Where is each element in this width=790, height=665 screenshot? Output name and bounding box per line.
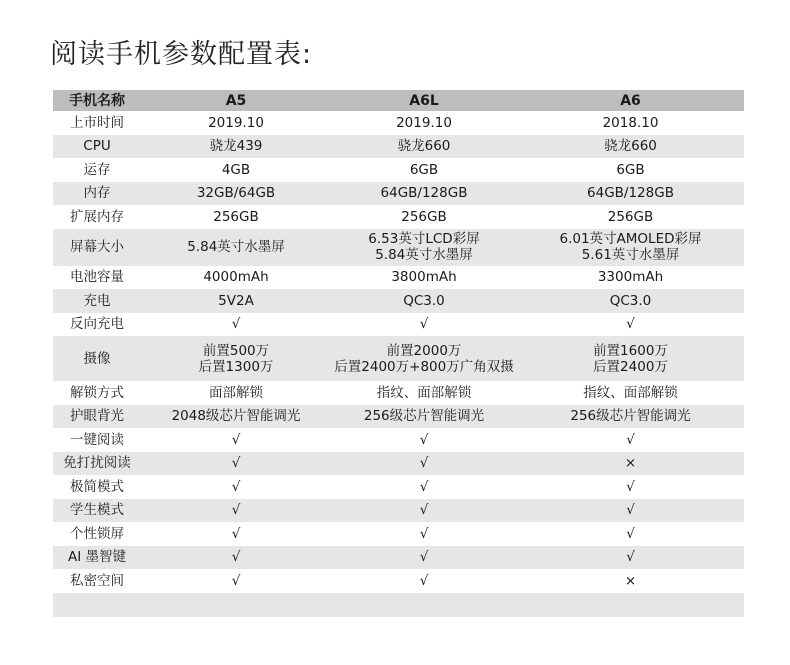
row-label: 解锁方式 bbox=[70, 384, 124, 401]
table-row bbox=[53, 313, 744, 337]
cell-a6l: √ bbox=[419, 502, 429, 519]
cell-a6: √ bbox=[626, 525, 635, 542]
row-label: 电池容量 bbox=[70, 269, 124, 286]
cell-a6l: √ bbox=[419, 549, 429, 566]
cell-a6l: 64GB/128GB bbox=[380, 185, 468, 202]
row-label: 扩展内存 bbox=[70, 208, 124, 225]
cell-a6: √ bbox=[626, 549, 635, 566]
row-label: 私密空间 bbox=[70, 572, 124, 589]
row-label: 极简模式 bbox=[70, 478, 124, 495]
table-footer-row bbox=[53, 593, 744, 617]
table-row bbox=[53, 405, 744, 429]
cell-a6: QC3.0 bbox=[609, 292, 652, 309]
cell-line: 前置500万 bbox=[202, 342, 270, 359]
cell-a6l: 3800mAh bbox=[391, 269, 457, 286]
cell-a5: √ bbox=[231, 316, 241, 333]
cell-a5: 5V2A bbox=[218, 292, 254, 309]
cell-a5 bbox=[141, 336, 331, 381]
cell-a6l: 256级芯片智能调光 bbox=[363, 408, 485, 425]
cell-a6l: √ bbox=[419, 316, 429, 333]
row-label: 充电 bbox=[83, 292, 111, 309]
cell-a6: √ bbox=[626, 431, 635, 448]
cell-a5: √ bbox=[231, 549, 241, 566]
cell-line: 5.84英寸水墨屏 bbox=[375, 247, 473, 263]
row-label: 运存 bbox=[83, 161, 111, 178]
table-row bbox=[53, 428, 744, 452]
row-label: 护眼背光 bbox=[70, 408, 124, 425]
cell-a5: 2019.10 bbox=[208, 114, 264, 131]
table-row bbox=[53, 135, 744, 159]
table-row bbox=[53, 569, 744, 593]
cell-a5: 面部解锁 bbox=[209, 384, 263, 401]
cell-a6l bbox=[331, 336, 517, 381]
row-label: 免打扰阅读 bbox=[63, 455, 131, 472]
cell-a6: 256级芯片智能调光 bbox=[570, 408, 691, 425]
cell-a6l: 6GB bbox=[409, 161, 439, 178]
cell-a6l: 256GB bbox=[401, 208, 447, 225]
cell-a5: √ bbox=[231, 455, 241, 472]
table-row bbox=[53, 475, 744, 499]
cell-a6 bbox=[517, 229, 744, 266]
cell-a6l: QC3.0 bbox=[403, 292, 445, 309]
cell-a6: 指纹、面部解锁 bbox=[583, 384, 678, 401]
row-label: 屏幕大小 bbox=[70, 239, 124, 255]
cell-line: 前置2000万 bbox=[386, 342, 462, 359]
table-row bbox=[53, 266, 744, 290]
header-phone-name: 手机名称 bbox=[69, 92, 125, 109]
table-row bbox=[53, 158, 744, 182]
table-header-row bbox=[53, 90, 744, 111]
cell-a6: × bbox=[624, 572, 637, 589]
cell-a6: √ bbox=[626, 316, 635, 333]
cell-a5: 32GB/64GB bbox=[196, 185, 276, 202]
cell-a6: 2018.10 bbox=[602, 114, 659, 131]
table-row bbox=[53, 381, 744, 405]
cell-line: 前置1600万 bbox=[593, 342, 668, 359]
cell-a6: 3300mAh bbox=[597, 269, 664, 286]
cell-a6: 骁龙660 bbox=[604, 138, 657, 155]
cell-a5: 256GB bbox=[213, 208, 259, 225]
table-row bbox=[53, 229, 744, 266]
cell-a5: 4GB bbox=[221, 161, 251, 178]
cell-a6l: √ bbox=[419, 525, 429, 542]
cell-a6: × bbox=[624, 455, 637, 472]
cell-a5: √ bbox=[231, 478, 241, 495]
table-row bbox=[53, 182, 744, 206]
header-a6: A6 bbox=[620, 92, 641, 109]
table-row bbox=[53, 205, 744, 229]
row-label: 内存 bbox=[83, 185, 111, 202]
cell-a6l: √ bbox=[419, 455, 429, 472]
spec-table bbox=[53, 90, 744, 617]
cell-a5: 5.84英寸水墨屏 bbox=[187, 239, 285, 255]
cell-a5: √ bbox=[231, 431, 241, 448]
row-label: 上市时间 bbox=[70, 114, 124, 131]
row-label: 摄像 bbox=[83, 350, 111, 367]
cell-a6: √ bbox=[626, 502, 635, 519]
footer-band bbox=[53, 593, 744, 617]
table-row bbox=[53, 336, 744, 381]
page-title: 阅读手机参数配置表: bbox=[50, 39, 313, 70]
cell-line: 6.01英寸AMOLED彩屏 bbox=[559, 231, 702, 247]
table-row bbox=[53, 289, 744, 313]
cell-a6: 6GB bbox=[616, 161, 645, 178]
table-row bbox=[53, 111, 744, 135]
cell-a5: 骁龙439 bbox=[209, 138, 263, 155]
cell-a6 bbox=[517, 336, 744, 381]
cell-a6: 256GB bbox=[607, 208, 654, 225]
row-label: CPU bbox=[83, 138, 111, 155]
cell-a6l: √ bbox=[419, 431, 429, 448]
cell-a6: 64GB/128GB bbox=[587, 185, 674, 202]
cell-a6l bbox=[331, 229, 517, 266]
table-row bbox=[53, 452, 744, 476]
cell-line: 5.61英寸水墨屏 bbox=[581, 247, 680, 263]
cell-line: 后置2400万 bbox=[593, 358, 668, 375]
cell-a6l: 骁龙660 bbox=[397, 138, 451, 155]
row-label: 一键阅读 bbox=[70, 431, 124, 448]
cell-a6l: 2019.10 bbox=[396, 114, 452, 131]
cell-line: 6.53英寸LCD彩屏 bbox=[368, 231, 480, 247]
table-row bbox=[53, 499, 744, 523]
row-label: 反向充电 bbox=[70, 316, 124, 333]
row-label: 学生模式 bbox=[70, 502, 124, 519]
table-row bbox=[53, 546, 744, 570]
header-a5: A5 bbox=[225, 92, 247, 109]
cell-a5: 4000mAh bbox=[203, 269, 269, 286]
cell-line: 后置1300万 bbox=[198, 358, 274, 375]
cell-line: 后置2400万+800万广角双摄 bbox=[334, 358, 514, 375]
row-label: AI 墨智键 bbox=[67, 549, 126, 566]
row-label: 个性锁屏 bbox=[70, 525, 124, 542]
cell-a5: √ bbox=[231, 572, 241, 589]
header-a6l: A6L bbox=[409, 92, 439, 109]
cell-a6l: √ bbox=[419, 572, 429, 589]
cell-a5: √ bbox=[231, 525, 241, 542]
cell-a6l: √ bbox=[419, 478, 429, 495]
cell-a5: √ bbox=[231, 502, 241, 519]
cell-a6: √ bbox=[626, 478, 635, 495]
cell-a6l: 指纹、面部解锁 bbox=[376, 384, 472, 401]
table-row bbox=[53, 522, 744, 546]
cell-a5: 2048级芯片智能调光 bbox=[171, 408, 301, 425]
